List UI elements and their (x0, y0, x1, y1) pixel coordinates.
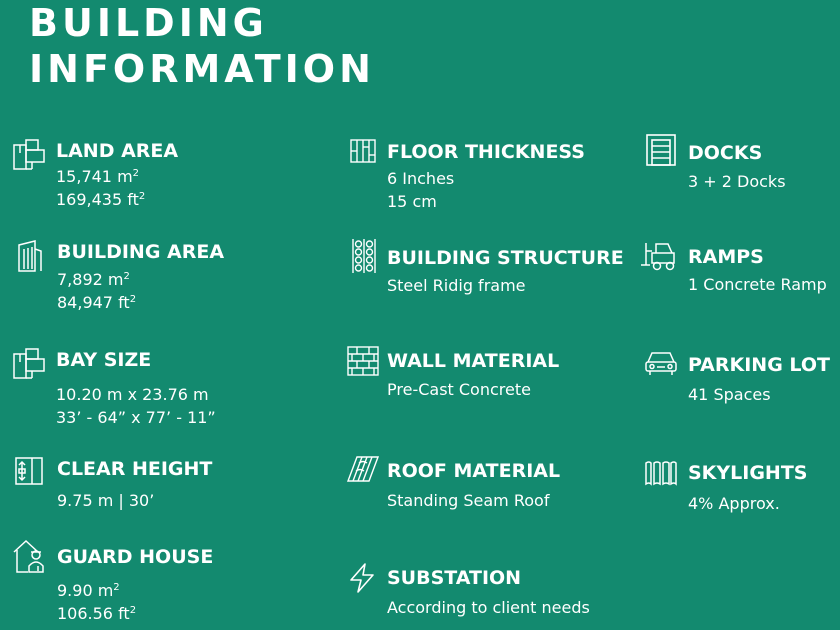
docks-value: 3 + 2 Docks (688, 172, 786, 191)
skylights-label: SKYLIGHTS (688, 462, 808, 484)
brick-wall-icon (347, 346, 379, 376)
land-area-metric: 15,741 $m^2$ (56, 167, 140, 186)
structure-icon (350, 238, 378, 274)
height-icon (14, 456, 44, 486)
guard-house-label: GUARD HOUSE (57, 546, 214, 568)
floorplan-icon (12, 347, 46, 381)
building-area-label: BUILDING AREA (57, 241, 225, 263)
floor-thickness-cm: 15 cm (387, 192, 437, 211)
floor-thickness-inches: 6 Inches (387, 169, 455, 188)
substation-value: According to client needs (387, 598, 590, 617)
roof-material-label: ROOF MATERIAL (387, 460, 561, 482)
guard-house-metric: 9.90 $m^2$ (57, 581, 120, 600)
building-area-metric: 7,892 $m^2$ (57, 270, 130, 289)
dock-door-icon (645, 133, 677, 167)
building-icon (15, 239, 49, 273)
forklift-icon (640, 241, 680, 271)
car-icon (645, 350, 677, 376)
land-area-label: LAND AREA (56, 140, 179, 162)
land-area-imperial: 169,435 $ft^2$ (56, 190, 146, 209)
guard-house-icon (12, 538, 48, 574)
lightning-icon (348, 563, 376, 593)
parking-lot-value: 41 Spaces (688, 385, 771, 404)
building-structure-label: BUILDING STRUCTURE (387, 247, 624, 269)
bay-size-label: BAY SIZE (56, 349, 152, 371)
roof-icon (347, 456, 379, 482)
page-title (29, 0, 375, 92)
skylight-icon (645, 460, 677, 486)
ramps-label: RAMPS (688, 246, 764, 268)
wall-material-label: WALL MATERIAL (387, 350, 560, 372)
docks-label: DOCKS (688, 142, 763, 164)
bay-size-imperial: 33’ - 64” x 77’ - 11” (56, 408, 216, 427)
title-line-1: BUILDING (29, 1, 268, 45)
building-area-imperial: 84,947 $ft^2$ (57, 293, 137, 312)
clear-height-value: 9.75 m | 30’ (57, 491, 155, 510)
guard-house-imperial: 106.56 $ft^2$ (57, 604, 137, 623)
wall-material-value: Pre-Cast Concrete (387, 380, 531, 399)
bay-size-metric: 10.20 m x 23.76 m (56, 385, 209, 404)
roof-material-value: Standing Seam Roof (387, 491, 550, 510)
floor-thickness-label: FLOOR THICKNESS (387, 141, 585, 163)
floor-icon (350, 139, 376, 165)
building-structure-value: Steel Ridig frame (387, 276, 526, 295)
floorplan-icon (12, 138, 46, 172)
substation-label: SUBSTATION (387, 567, 522, 589)
ramps-value: 1 Concrete Ramp (688, 275, 827, 294)
parking-lot-label: PARKING LOT (688, 354, 830, 376)
clear-height-label: CLEAR HEIGHT (57, 458, 213, 480)
title-line-2: INFORMATION (29, 47, 375, 91)
skylights-value: 4% Approx. (688, 494, 780, 513)
